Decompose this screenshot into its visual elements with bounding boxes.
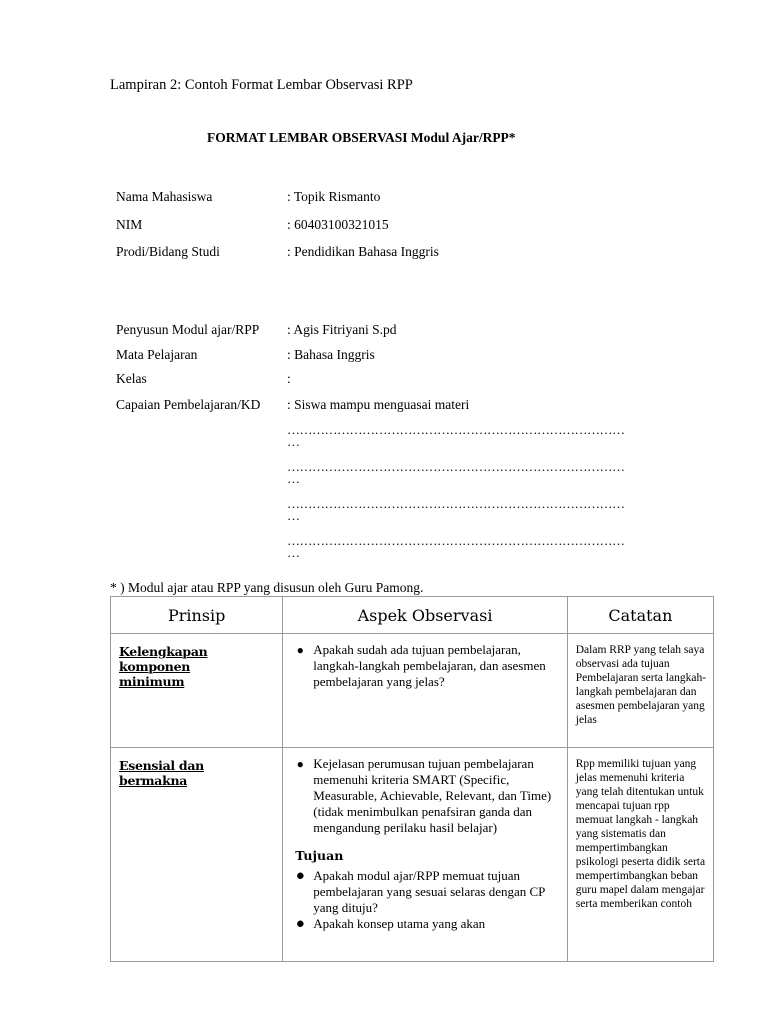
subheading-tujuan: Tujuan — [295, 848, 344, 863]
list-item — [287, 868, 560, 916]
bullet-icon: ● — [295, 868, 305, 884]
appendix-title: Lampiran 2: Contoh Format Lembar Observasi RPP — [110, 77, 413, 93]
footnote: * ) Modul ajar atau RPP yang disusun oleh Guru Pamong. — [110, 580, 424, 595]
dotted-line-tail: … — [287, 434, 300, 449]
bullet-icon: ● — [295, 916, 305, 932]
cp-label: Capaian Pembelajaran/KD — [116, 397, 261, 412]
student-name-value: : Topik Rismanto — [287, 189, 381, 204]
subject-value: : Bahasa Inggris — [287, 347, 375, 362]
principle-cell — [111, 748, 283, 962]
class-value: : — [287, 371, 291, 386]
aspect-text: Apakah modul ajar/RPP memuat tujuan pembelajaran yang sesuai selaras dengan CP yang dituju? — [313, 868, 545, 915]
aspect-cell — [283, 748, 567, 962]
aspect-cell — [283, 634, 567, 748]
principle-label-cont: minimum — [119, 674, 185, 689]
table-row — [111, 748, 714, 962]
cp-dotted-line — [287, 424, 625, 448]
header-principle: Prinsip — [111, 597, 283, 634]
header-notes: Catatan — [567, 597, 713, 634]
class-label: Kelas — [116, 371, 147, 386]
dotted-line-tail: … — [287, 471, 300, 486]
dotted-line: ……………………………………………………………………… — [287, 533, 625, 548]
header-aspect: Aspek Observasi — [283, 597, 567, 634]
principle-cell — [111, 634, 283, 748]
dotted-line: ……………………………………………………………………… — [287, 459, 625, 474]
principle-label: Kelengkapan komponen — [119, 644, 208, 674]
prodi-value: : Pendidikan Bahasa Inggris — [287, 244, 439, 259]
table-row — [111, 634, 714, 748]
bullet-icon: ● — [296, 643, 304, 657]
aspect-text: Kejelasan perumusan tujuan pembelajaran memenuhi kriteria SMART (Specific, Measurable, Achievable, Relevant, dan Time) (tidak menimbulkan penafsiran ganda dan mengandung perilaku hasil belajar) — [313, 756, 552, 835]
aspect-text: Apakah konsep utama yang akan — [313, 916, 486, 931]
nim-label: NIM — [116, 217, 143, 232]
principle-label: Esensial dan bermakna — [119, 758, 204, 788]
nim-value: : 60403100321015 — [287, 217, 389, 232]
dotted-line: ……………………………………………………………………… — [287, 496, 625, 511]
author-value: : Agis Fitriyani S.pd — [287, 322, 397, 337]
dotted-line: ……………………………………………………………………… — [287, 422, 625, 437]
note-cell: Dalam RRP yang telah saya observasi ada tujuan Pembelajaran serta langkah-langkah pembelajaran dan asesmen pembelajaran yang jelas — [567, 634, 713, 748]
author-label: Penyusun Modul ajar/RPP — [116, 322, 260, 337]
aspect-text: Apakah sudah ada tujuan pembelajaran, langkah-langkah pembelajaran, dan asesmen pembelajaran yang jelas? — [313, 642, 546, 689]
list-item — [287, 642, 560, 690]
note-cell: Rpp memiliki tujuan yang jelas memenuhi kriteria yang telah ditentukan untuk mencapai tujuan rpp memuat langkah - langkah yang sistematis dan mempertimbangkan psikologi peserta didik serta mempertimbangkan beban guru mapel dalam mengajar serta memberikan contoh — [567, 748, 713, 962]
cp-dotted-line — [287, 498, 625, 522]
list-item — [287, 756, 560, 836]
student-name-label: Nama Mahasiswa — [116, 189, 213, 204]
table-header-row — [111, 597, 714, 634]
subject-label: Mata Pelajaran — [116, 347, 198, 362]
prodi-label: Prodi/Bidang Studi — [116, 244, 220, 259]
cp-dotted-line — [287, 461, 625, 485]
bullet-icon: ● — [296, 757, 304, 771]
dotted-line-tail: … — [287, 545, 300, 560]
observation-table — [110, 596, 714, 962]
form-title: FORMAT LEMBAR OBSERVASI Modul Ajar/RPP* — [207, 130, 516, 145]
cp-dotted-line — [287, 535, 625, 559]
dotted-line-tail: … — [287, 508, 300, 523]
cp-value: : Siswa mampu menguasai materi — [287, 397, 470, 412]
list-item — [287, 916, 560, 932]
